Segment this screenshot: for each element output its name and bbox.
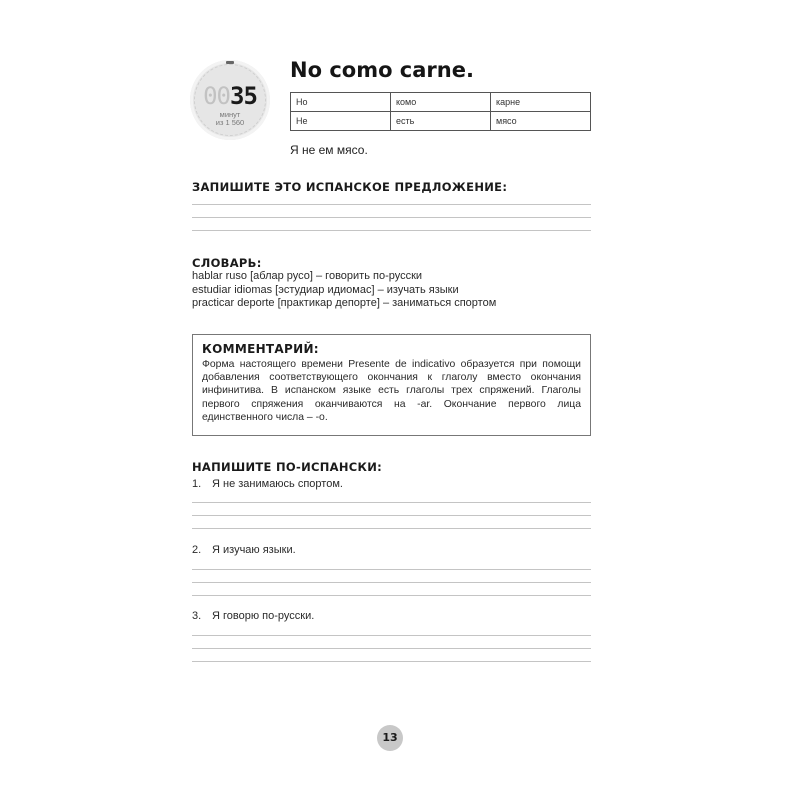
- table-cell: карне: [491, 93, 591, 112]
- writing-line[interactable]: [192, 217, 591, 218]
- writing-line[interactable]: [192, 204, 591, 205]
- timer-digits-lit: 35: [230, 82, 257, 110]
- vocabulary-item: hablar ruso [аблар русо] – говорить по-русски: [192, 270, 423, 282]
- writing-line[interactable]: [192, 230, 591, 231]
- commentary-text: Форма настоящего времени Presente de indicativo образуется при помощи добавления соответствующего окончания к глаголу вместо окончания инфинитива. В испанском языке есть глаголы трех спряжений. Глаголы первого спряжения оканчиваются на -ar. Окончание первого лица единственного числа – -o.: [202, 359, 581, 423]
- table-row: [291, 93, 591, 112]
- writing-line[interactable]: [192, 661, 591, 662]
- exercise-number: 1.: [192, 478, 202, 490]
- exercise-item: [192, 478, 343, 490]
- writing-line[interactable]: [192, 635, 591, 636]
- vocabulary-item: estudiar idiomas [эстудиар идиомас] – изучать языки: [192, 283, 459, 296]
- exercise-number: 2.: [192, 544, 202, 556]
- timer-unit: минут: [219, 110, 241, 119]
- writing-line[interactable]: [192, 595, 591, 596]
- write-sentence-heading: ЗАПИШИТЕ ЭТО ИСПАНСКОЕ ПРЕДЛОЖЕНИЕ:: [192, 180, 508, 194]
- writing-line[interactable]: [192, 582, 591, 583]
- exercise-item: [192, 610, 314, 622]
- writing-line[interactable]: [192, 569, 591, 570]
- exercise-text: Я не занимаюсь спортом.: [212, 478, 343, 490]
- timer-digits: [200, 84, 260, 108]
- table-cell: мясо: [491, 112, 591, 131]
- timer-digits-dim: 00: [203, 82, 230, 110]
- timer-notch-icon: [226, 61, 234, 64]
- writing-line[interactable]: [192, 515, 591, 516]
- lesson-title: No como carne.: [290, 58, 474, 82]
- vocabulary-item: practicar deporte [практикар депорте] – заниматься спортом: [192, 297, 497, 309]
- page-number: 13: [377, 725, 403, 751]
- commentary-heading: КОММЕНТАРИЙ:: [202, 342, 319, 356]
- writing-line[interactable]: [192, 528, 591, 529]
- exercise-item: [192, 544, 296, 556]
- timer-badge: [190, 60, 270, 140]
- table-row: [291, 112, 591, 131]
- table-cell: есть: [391, 112, 491, 131]
- word-table: [290, 92, 591, 131]
- commentary-box: [192, 334, 591, 436]
- table-cell: комо: [391, 93, 491, 112]
- exercise-number: 3.: [192, 610, 202, 622]
- writing-line[interactable]: [192, 502, 591, 503]
- vocabulary-list: [192, 270, 496, 311]
- table-cell: Не: [291, 112, 391, 131]
- exercise-text: Я говорю по-русски.: [212, 610, 315, 622]
- translation: Я не ем мясо.: [290, 143, 368, 157]
- vocabulary-heading: СЛОВАРЬ:: [192, 256, 262, 270]
- timer-total: из 1 560: [215, 118, 245, 127]
- writing-line[interactable]: [192, 648, 591, 649]
- table-cell: Но: [291, 93, 391, 112]
- exercise-text: Я изучаю языки.: [212, 544, 296, 556]
- exercise-heading: НАПИШИТЕ ПО-ИСПАНСКИ:: [192, 460, 383, 474]
